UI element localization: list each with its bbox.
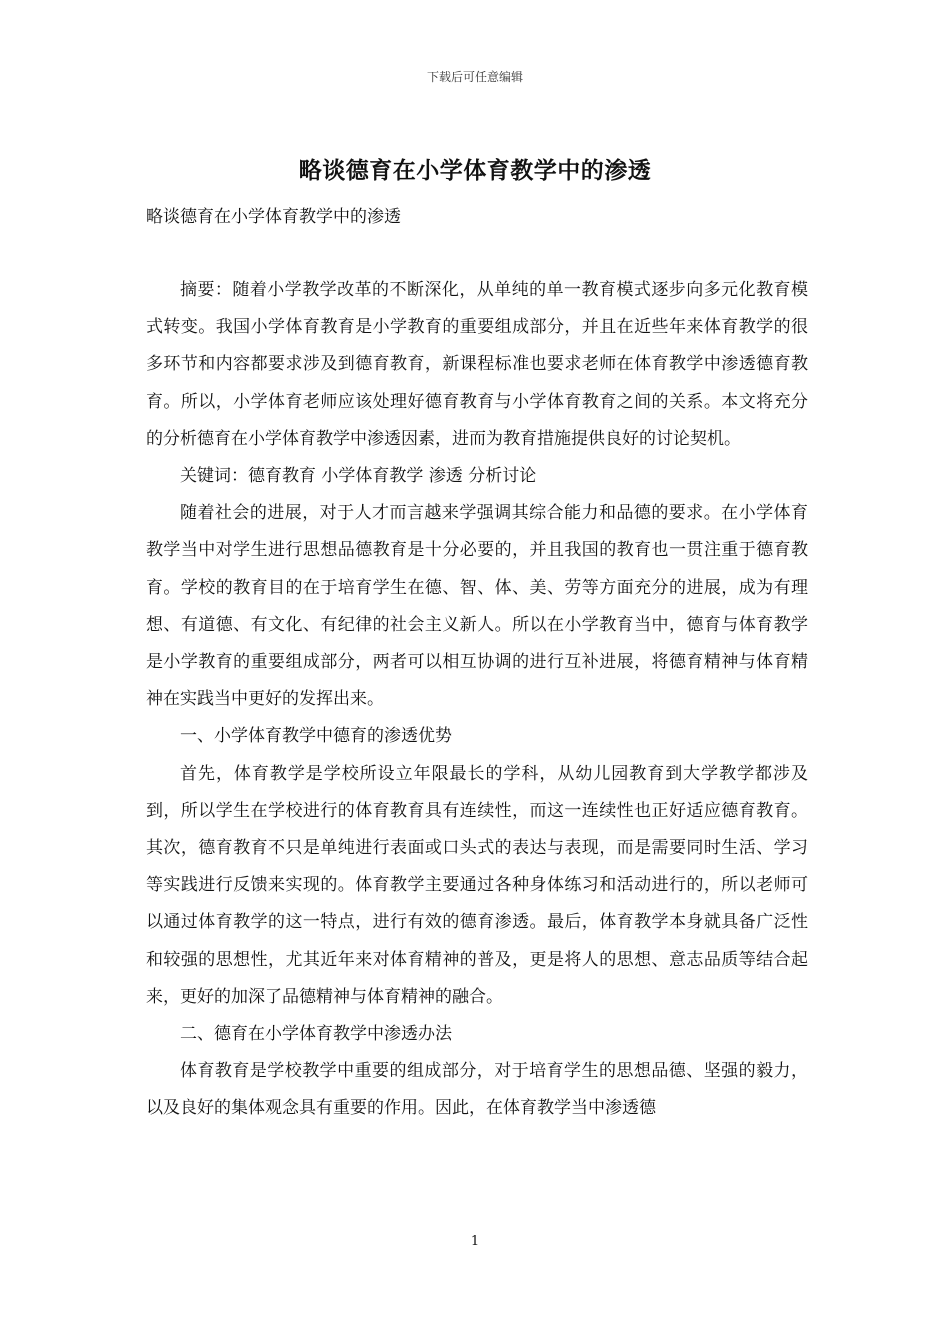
- keywords-line: 关键词：德育教育 小学体育教学 渗透 分析讨论: [180, 466, 537, 487]
- abstract-paragraph: 摘要：随着小学教学改革的不断深化，从单纯的单一教育模式逐步向多元化教育模式转变。我国小学体育教育是小学教育的重要组成部分，并且在近些年来体育教学的很多环节和内容都要求涉及到德育教育，新课程标准也要求老师在体育教学中渗透德育教育。所以，小学体育老师应该处理好德育教育与小学体育教育之间的关系。本文将充分的分析德育在小学体育教学中渗透因素，进而为教育措施提供良好的讨论契机。: [146, 280, 808, 449]
- intro-paragraph: 随着社会的进展，对于人才而言越来学强调其综合能力和品德的要求。在小学体育教学当中对学生进行思想品德教育是十分必要的，并且我国的教育也一贯注重于德育教育。学校的教育目的在于培育学生在德、智、体、美、劳等方面充分的进展，成为有理想、有道德、有文化、有纪律的社会主义新人。所以在小学教育当中，德育与体育教学是小学教育的重要组成部分，两者可以相互协调的进行互补进展，将德育精神与体育精神在实践当中更好的发挥出来。: [146, 503, 808, 710]
- document-subtitle: 略谈德育在小学体育教学中的渗透: [146, 207, 401, 227]
- section-2-paragraph: 体育教育是学校教学中重要的组成部分，对于培育学生的思想品德、坚强的毅力，以及良好的集体观念具有重要的作用。因此，在体育教学当中渗透德: [146, 1061, 808, 1119]
- page-number: 1: [470, 1234, 480, 1249]
- header-note: 下载后可任意编辑: [426, 70, 523, 84]
- document-title: 略谈德育在小学体育教学中的渗透: [298, 157, 652, 184]
- section-heading-1: 一、小学体育教学中德育的渗透优势: [180, 726, 452, 747]
- section-1-paragraph: 首先，体育教学是学校所设立年限最长的学科，从幼儿园教育到大学教学都涉及到，所以学生在学校进行的体育教育具有连续性，而这一连续性也正好适应德育教育。其次，德育教育不只是单纯进行表面或口头式的表达与表现，而是需要同时生活、学习等实践进行反馈来实现的。体育教学主要通过各种身体练习和活动进行的，所以老师可以通过体育教学的这一特点，进行有效的德育渗透。最后，体育教学本身就具备广泛性和较强的思想性，尤其近年来对体育精神的普及，更是将人的思想、意志品质等结合起来，更好的加深了品德精神与体育精神的融合。: [146, 763, 808, 1007]
- section-heading-2: 二、德育在小学体育教学中渗透办法: [180, 1024, 452, 1045]
- document-body: [146, 272, 808, 1128]
